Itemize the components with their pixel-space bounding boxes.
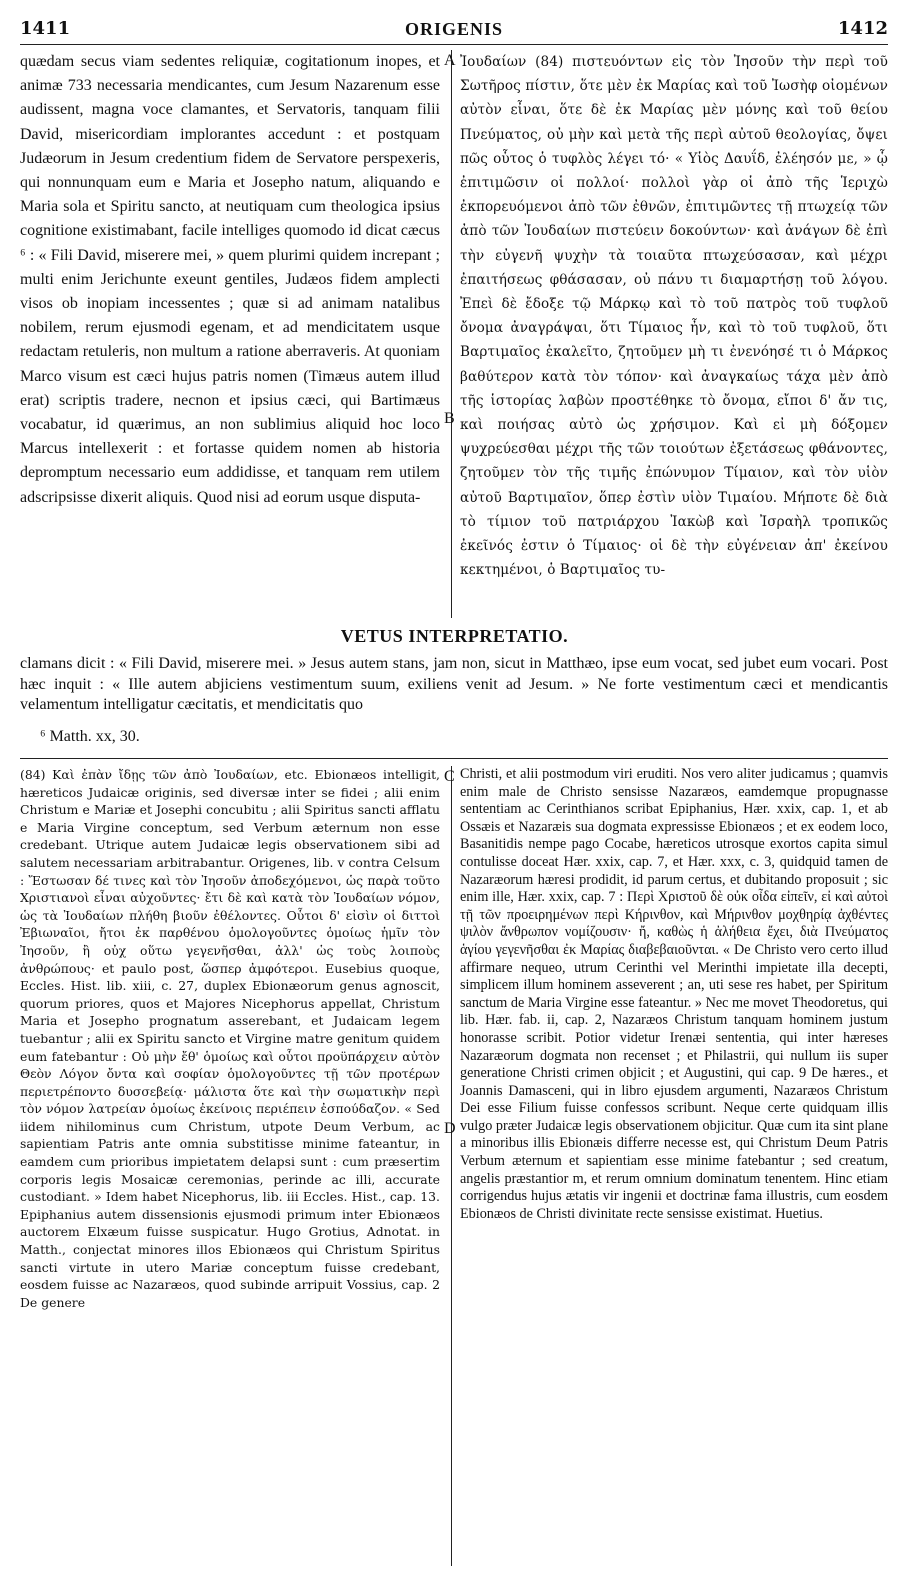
section-title: VETUS INTERPRETATIO.	[340, 626, 569, 646]
running-head: ORIGENIS	[404, 19, 504, 39]
notes-left-column: (84) Καὶ ἐπὰν ἴδῃς τῶν ἀπὸ Ἰουδαίων, etc. Ebionæos intelligit, hæreticos Judaicæ originis, sed diversæ inter se fidei ; alii enim Christum e Mariæ et Josephi concubitu ; alii Spiritus sancti afflatu e Maria Virgine conceptum, sed Verbum æternum non esse credebant. Utrique autem Judaicæ legis observationem sibi ad salutem necessariam arbitrabantur. Origenes, lib. v contra Celsum : Ἔστωσαν δέ τινες καὶ τὸν Ἰησοῦν ἀποδεχόμενοι, ὡς παρὰ τοῦτο Χριστιανοὶ εἶναι αὐχοῦντες· ἔτι δὲ καὶ κατὰ τὸν Ἰουδαίων νόμον, ὡς τὰ Ἰουδαίων πλήθη βιοῦν ἐθέλοντες. Οὗτοι δ' εἰσὶν οἱ διττοὶ Ἐβιωναῖοι, ἤτοι ἐκ παρθένου ὁμολογοῦντες ὁμοίως ἡμῖν τὸν Ἰησοῦν, ἢ οὐχ οὕτω γεγενῆσθαι, ἀλλ' ὡς τοὺς λοιποὺς ἀνθρώπους· et paulo post, ὥσπερ ἀμφότεροι. Eusebius quoque, Eccles. Hist. lib. xiii, c. 27, duplex Ebionæorum genus agnoscit, quorum priores, quos et Majores Nicephorus appellat, Christum Maria et Josepho prognatum asserebant, et Judaicam legem tuebantur ; alii ex Spiritu sancto et Virgine matre genitum quidem eum fatebantur : Οὐ μὴν ἔθ' ὁμοίως καὶ οὗτοι προϋπάρχειν αὐτὸν Θεὸν Λόγον ὄντα καὶ σοφίαν ὁμολογοῦντες τῇ τῶν προτέρων περιετρέποντο δυσσεβείᾳ· μάλιστα ὅτε καὶ τὴν σωματικὴν περὶ τὸν νόμον λατρείαν ὁμοίως ἐκείνοις περιέπειν ἐσπούδαζον. « Sed iidem nihilominus cum Christum, utpote Deum Verbum, ac sapientiam Patris ante omnia substitisse minime fateantur, in eamdem cum prioribus impietatem delapsi sunt : cum præsertim corporis legis Mosaicæ ceremonias, perinde ac illi, accurate custodiant. » Idem habet Nicephorus, lib. iii Eccles. Hist., cap. 13. Epiphanius autem dissensionis ejusmodi primum inter Ebionæos auctorem Elxæum fuisse suspicatur. Hugo Grotius, Adnotat. in Matth., conjectat minores illos Ebionæos qui Christum Spiritus sancti virtute in utero Mariæ conceptum fuisse credebant, eosdem fuisse ac Nazaræos, quod subinde arripuit Vossius, cap. 2 De genere	[20, 767, 440, 1310]
header-rule	[20, 44, 888, 45]
column-divider-top	[451, 50, 452, 618]
margin-letter-c: C	[444, 768, 455, 785]
notes-rule	[20, 758, 888, 759]
margin-letter-d: D	[444, 1120, 456, 1137]
page-header	[20, 18, 888, 40]
notes-right-column: Christi, et alii postmodum viri eruditi. Nos vero aliter judicamus ; quamvis enim male de Christo sensisse Nazaræos, eamdemque propugnasse sententiam ac Cerinthianos scribat Epiphanius, Hær. xxix, cap. 1, et ab Ossæis et Nazaræis sua dogmata expressisse Ebionæos ; et ex eodem loco, Basanitidis nempe pago Cocabe, hæreticos utrosque exortos capita simul contulisse doceat Hær. xxix, cap. 7, et Hær. xxx, c. 3, quidquid tamen de Nazaræorum hæresi prodidit, id parum certus, et dubitando proposuit ; sic enim ille, Hær. xxix, cap. 7 : Περὶ Χριστοῦ δὲ οὐκ οἶδα εἰπεῖν, εἰ καὶ αὐτοὶ τῇ τῶν προειρημένων περὶ Κήρινθον, καὶ Μήρινθον μοχθηρίᾳ ἀχθέντες ψιλὸν ἄνθρωπον νομίζουσιν· ἤ, καθὼς ἡ ἀλήθεια ἔχει, διὰ Πνεύματος ἁγίου γεγενῆσθαι ἐκ Μαρίας διαβεβαιοῦνται. « De Christo vero certo illud affirmare nequeo, utrum Cerinthi vel Merinthi impietate illa decepti, simplicem illum hominem asseverent ; an, uti sese res habet, per Spiritum sanctum de Maria Virgine esse fateantur. » Nec me movet Theodoretus, qui lib. Hær. fab. ii, cap. 2, Nazaræos Christum tanquam hominem justum honorasse scribit. Potior videtur Irenæi sententia, qui inter hæreses Nazaræorum dogmata non recenset ; et Philastrii, qui nullum iis super generatione Christi crimen objicit ; et Augustini, qui cap. 9 De hæres., et Joannis Damasceni, qui in libro ejusdem argumenti, Nazaræos Christum Dei esse Filium fuisse confessos scribunt. Neque certe quidquam illis vulgo præter Judaicæ legis observationem objicitur. Quæ cum ita sint plane a minoribus illis Ebionæis differre necesse est, qui Christum Deum Patris Verbum æternum et sapientiam esse minime fatebantur ; sed creatum, angelis præstantior m, et rerum omnium dominatum tenentem. Hinc etiam corrigendus hujus ætatis vir ingenii et doctrinæ fama illustris, cum eosdem Ebionæos de Christi divinitate recte sensisse existimat. Huetius.	[460, 766, 888, 1222]
margin-letter-b: B	[444, 410, 455, 427]
footnote: ⁶ Matth. xx, 30.	[40, 728, 140, 745]
left-page-number: 1411	[20, 18, 71, 39]
greek-column: Ἰουδαίων (84) πιστευόντων εἰς τὸν Ἰησοῦν τὴν περὶ τοῦ Σωτῆρος πίστιν, ὅτε μὲν ἐκ Μαρίας καὶ τοῦ Ἰωσὴφ οἰομένων αὐτὸν εἶναι, ὅτε δὲ ἐκ Μαρίας μὲν μόνης καὶ τοῦ θείου Πνεύματος, οὐ μὴν καὶ μετὰ τῆς περὶ αὐτοῦ θεολογίας, ὄψει πῶς οὗτος ὁ τυφλὸς λέγει τό· « Υἱὸς Δαυΐδ, ἐλέησόν με, » ᾧ ἐπιτιμῶσιν οἱ πολλοί· πολλοὶ γὰρ οἱ ἀπὸ τῆς Ἱεριχὼ ἐκπορευόμενοι ἀπὸ τῶν ἐθνῶν, ἐπιτιμῶντες τῇ πτωχείᾳ τῶν ἀπὸ τῶν Ἰουδαίων πιστεύειν δοκούντων· καὶ ἀνάγων δὲ ἐπὶ τὴν εὐγενῆ ψυχὴν τὰ τοιαῦτα πτωχεύσασαν, καὶ μέχρι ἐπαιτήσεως φθάσασαν, οὐ πάνυ τι διαμαρτήσῃ τοῦ λόγου. Ἐπεὶ δὲ ἔδοξε τῷ Μάρκῳ καὶ τὸ τοῦ πατρὸς τοῦ τυφλοῦ ὄνομα ἀναγράψαι, ὅτι Τίμαιος ἦν, καὶ τὸ τοῦ τυφλοῦ, ὅτι Βαρτιμαῖος ἐκαλεῖτο, ζητοῦμεν μὴ τι ἐνενόησέ τι ὁ Μάρκος βαθύτερον κατὰ τὸν τόπον· καὶ ἀναγκαίως τάχα μὲν ἀπὸ τῆς ἱστορίας λαβὼν προστέθηκε τὸ ὄνομα, εἴποι δ' ἄν τις, καὶ ποιήσας αὐτὸ ὡς χρήσιμον. Καὶ εἰ μὴ δόξομεν ψυχρεύεσθαι μέχρι τῆς τῶν τοιούτων ἐξετάσεως φθάνοντες, ζητοῦμεν τὸν τῆς τιμῆς ἐπώνυμον Τίμαιον, καὶ τὸν υἱὸν αὐτοῦ Βαρτιμαῖον, ὅπερ ἐστὶν υἱὸν Τιμαίου. Μήποτε δὲ διὰ τὸ τίμιον τοῦ πατριάρχου Ἰακὼβ καὶ Ἰσραὴλ τροπικῶς ἐκεῖνός ἐστιν ὁ Τίμαιος· οἱ δὲ τὴν εὐγένειαν ἀπ' ἐκείνου κεκτημένοι, ὁ Βαρτιμαῖος τυ-	[460, 54, 888, 579]
right-page-number: 1412	[837, 18, 888, 39]
column-divider-notes	[451, 766, 452, 1566]
vetus-interpretatio-text: clamans dicit : « Fili David, miserere mei. » Jesus autem stans, jam non, sicut in Matthæo, ipse eum vocat, sed jubet eum vocari. Post hæc inquit : « Ille autem abjiciens vestimentum suum, exiliens venit ad Jesum. » Ne forte vestimentum cæci et mendicantis velamentum intelligatur cæcitatis, et mendicitatis quo	[20, 655, 888, 713]
latin-column: quædam secus viam sedentes reliquiæ, cogitationum inopes, et animæ 733 necessaria mendicantes, cum Jesum Nazarenum esse audissent, magna voce clamantes, et Servatoris, tanquam filii David, misericordiam implorantes accedunt : et postquam Judæorum in Jesum credentium fidem de Servatore perspexeris, qui nonnunquam eum e Maria et Josepho natum, aliquando e Maria sola et Spiritu sancto, at neutiquam cum theologica ipsius cognitione existimabant, facile intelliges quomodo id dicat cæcus ⁶ : « Fili David, miserere mei, » quem plurimi quidem increpant ; multi enim Jerichunte exeunt gentiles, Judæos fidem amplecti visos ob inopiam incessentes ; quæ si ad animam natalibus nobilem, rerum ejusmodi egenam, et ad mendicitatem usque redactam retuleris, non multum a ratione aberraveris. At quoniam Marco visum est cæci hujus patris nomen (Timæus autem illud erat) scriptis tradere, necnon et ipsius cæci, qui Bartimæus vocabatur, id quærimus, an non sublimius aliquid hoc loco Marcus intellexerit : et fortasse quidem nomen ab historia depromptum necessario eum addidisse, et tanquam rem utilem adscripsisse dixerit aliquis. Quod nisi ad eorum usque disputa-	[20, 53, 440, 506]
margin-letter-a: A	[444, 52, 456, 69]
